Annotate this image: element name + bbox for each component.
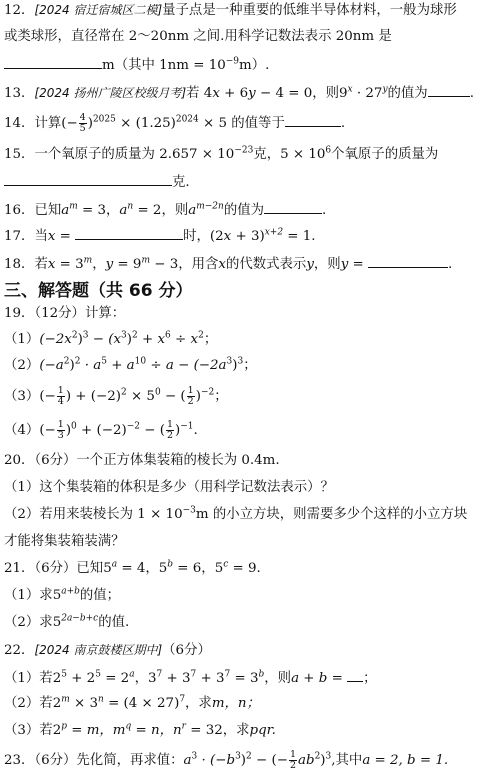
q19-heading: 19．（12分）计算： — [4, 306, 126, 321]
q21-part-2: （2）求$5^{2a-b+c}$的值. — [4, 613, 130, 630]
q13-source: [2024 扬州广陵区校级月考] — [34, 86, 187, 100]
q22-part-3: （3）若$2^p = m$，$m^q = n$，$n^r = 32$，求pqr. — [4, 721, 276, 738]
q18-line: 18．若$x = 3^m$，$y = 9^m - 3$，用含x的代数式表示y，则y = . — [4, 253, 489, 275]
q17-line: 17．当x = 时，$(2x + 3)^{x+2} = 1$. — [4, 225, 489, 247]
q12-answer-blank[interactable] — [4, 54, 102, 69]
q12-line-3: m（其中 $1nm = 10^{-9}m$）. — [4, 54, 489, 76]
q16-number: 16． — [4, 203, 35, 218]
q12-text-2: 或类球形，直径常在 2～20nm 之间.用科学记数法表示 20nm 是 — [4, 29, 392, 44]
q19-part-2: $(2)(-a^2)^2 \cdot a^5 + a^{10} \div a - (-2a^3)^3$； — [4, 356, 257, 373]
q20-part-2-cont: 才能将集装箱装满？ — [4, 534, 125, 549]
q18-answer-blank[interactable] — [368, 253, 448, 268]
q15-number: 15． — [4, 147, 35, 162]
q13-answer-blank[interactable] — [428, 82, 470, 97]
q22-heading: 22．[2024 南京鼓楼区期中]（6分） — [4, 643, 211, 658]
q17-answer-blank[interactable] — [75, 225, 183, 240]
q21-part-1: （1）求$5^{a+b}$的值； — [4, 586, 121, 603]
q19-part-3: （3）(− $\frac{1}{4}$ ) + $(-2)^2 \times 5^0$ − ( $\frac{1}{2}$ )$^{-2}$； — [4, 385, 228, 407]
q12-source: [2024 宿迁宿城区二模] — [34, 3, 163, 17]
q13-number: 13． — [4, 86, 35, 101]
q12-text-1: 量子点是一种重要的低维半导体材料，一般为球形 — [162, 3, 457, 18]
q20-part-2: （2）若用来装棱长为 $1 \times 10^{-3}m$ 的小立方块，则需要多少个这样的小立方块 — [4, 505, 468, 522]
q15-answer-blank[interactable] — [4, 171, 172, 186]
q13-line: 13．[2024 扬州广陵区校级月考]若 4x + 6y − 4 = 0，则$9^x \cdot 27^y$的值为 . — [4, 82, 489, 104]
section-3-heading: 三、解答题（共 66 分） — [4, 281, 193, 301]
q17-number: 17． — [4, 229, 35, 244]
q16-answer-blank[interactable] — [264, 199, 322, 214]
q15-line-2: 克. — [4, 171, 489, 193]
q14-answer-blank[interactable] — [285, 112, 341, 127]
q23-fraction: $\frac{1}{2}$ — [289, 749, 296, 771]
q20-part-1: （1）这个集装箱的体积是多少（用科学记数法表示）？ — [4, 480, 334, 495]
q14-fraction: $\frac{4}{5}$ — [79, 112, 86, 134]
q12-line-2 — [4, 27, 489, 47]
q22-part-2: （2）若$2^m \times 3^n = (4 \times 27)^7$，求m，n； — [4, 694, 260, 711]
q15-line-1: 15．一个氧原子的质量为 $2.657 \times 10^{-23}$克，$5 \times 10^6$个氧原子的质量为 — [4, 145, 439, 162]
q19-p4-fraction-1: $\frac{1}{3}$ — [57, 419, 64, 441]
q22-source: [2024 南京鼓楼区期中] — [34, 643, 163, 657]
q19-part-4: （4）(− $\frac{1}{3}$ )$^0 + (-2)^{-2}$ − ( $\frac{1}{2}$ )$^{-1}$. — [4, 419, 198, 441]
q21-heading: 21．（6分）已知$5^a = 4$，$5^b = 6$，$5^c = 9$. — [4, 559, 261, 576]
q23-line: 23．（6分）先化简，再求值：$a^3 \cdot (-b^3)^2$ − (− $\frac{1}{2}$ $ab^2)^3$,其中a = 2, b = 1. — [4, 749, 449, 771]
q19-p4-fraction-2: $\frac{1}{2}$ — [166, 419, 173, 441]
q19-p3-fraction-2: $\frac{1}{2}$ — [187, 385, 194, 407]
q12-line-1 — [4, 0, 489, 21]
q14-number: 14． — [4, 116, 35, 131]
q20-heading: 20．（6分）一个正方体集装箱的棱长为 0.4m. — [4, 453, 280, 468]
q22-number: 22． — [4, 643, 35, 658]
q19-p3-fraction-1: $\frac{1}{4}$ — [57, 385, 64, 407]
q16-line: 16．已知$a^m = 3$，$a^n = 2$，则$a^{m-2n}$的值为 . — [4, 199, 489, 221]
q12-number: 12． — [4, 3, 35, 18]
q22-part-1: （1）若$2^5 + 2^5 = 2^a$，$3^7 + 3^7 + 3^7 = 3^b$，则a + b = ； — [4, 667, 489, 689]
q14-line: 14．计算(− $\frac{4}{5}$ )$^{2025} \times (1.25)^{2024} \times 5$ 的值等于 . — [4, 112, 346, 134]
q22-answer-blank[interactable] — [347, 667, 363, 682]
q18-number: 18． — [4, 257, 35, 272]
q19-part-1: $(1)(-2x^2)^3 - (x^3)^2 + x^6 \div x^2$； — [4, 330, 218, 347]
